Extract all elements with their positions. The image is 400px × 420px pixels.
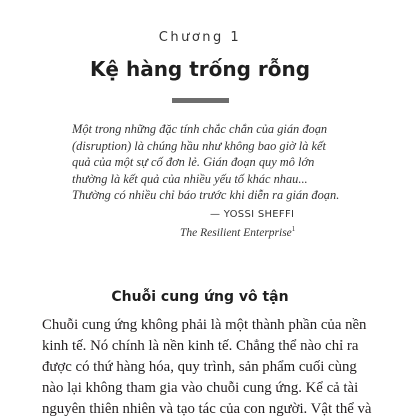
- epigraph-source-title: The Resilient Enterprise: [180, 226, 292, 239]
- chapter-label: Chương 1: [158, 30, 242, 45]
- body-line: nguyên thiên nhiên và tạo tác của con người. Vật thể và: [42, 401, 372, 417]
- body-line: nào lại không tham gia vào chuỗi cung ứng. Kể cả tài: [42, 380, 359, 396]
- body-line: Chuỗi cung ứng không phải là một thành phần của nền: [42, 317, 367, 333]
- title-divider: [172, 98, 229, 103]
- body-paragraph: [42, 315, 382, 420]
- epigraph-line: Một trong những đặc tính chắc chắn của gián đoạn: [72, 122, 328, 136]
- epigraph-source: [180, 225, 295, 239]
- epigraph-line: Thường có nhiều chỉ báo trước khi diễn ra gián đoạn.: [72, 188, 340, 203]
- epigraph-quote: [72, 121, 340, 204]
- body-line: kinh tế. Nó chính là nền kinh tế. Chẳng thể nào chỉ ra: [42, 338, 359, 354]
- footnote-marker[interactable]: 1: [291, 225, 296, 233]
- body-line: được có thứ hàng hóa, quy trình, sản phẩm cuối cùng: [42, 359, 357, 375]
- epigraph-line: (disruption) là chúng hầu như không bao giờ là kết: [72, 138, 326, 153]
- epigraph-line: quả của một sự cố đơn lẻ. Gián đoạn quy mô lớn: [72, 155, 315, 170]
- chapter-title: Kệ hàng trống rỗng: [89, 57, 311, 81]
- epigraph-author: — YOSSI SHEFFI: [210, 209, 295, 220]
- section-heading: Chuỗi cung ứng vô tận: [111, 289, 289, 305]
- epigraph-line: thường là kết quả của nhiều yếu tố khác nhau...: [72, 171, 308, 186]
